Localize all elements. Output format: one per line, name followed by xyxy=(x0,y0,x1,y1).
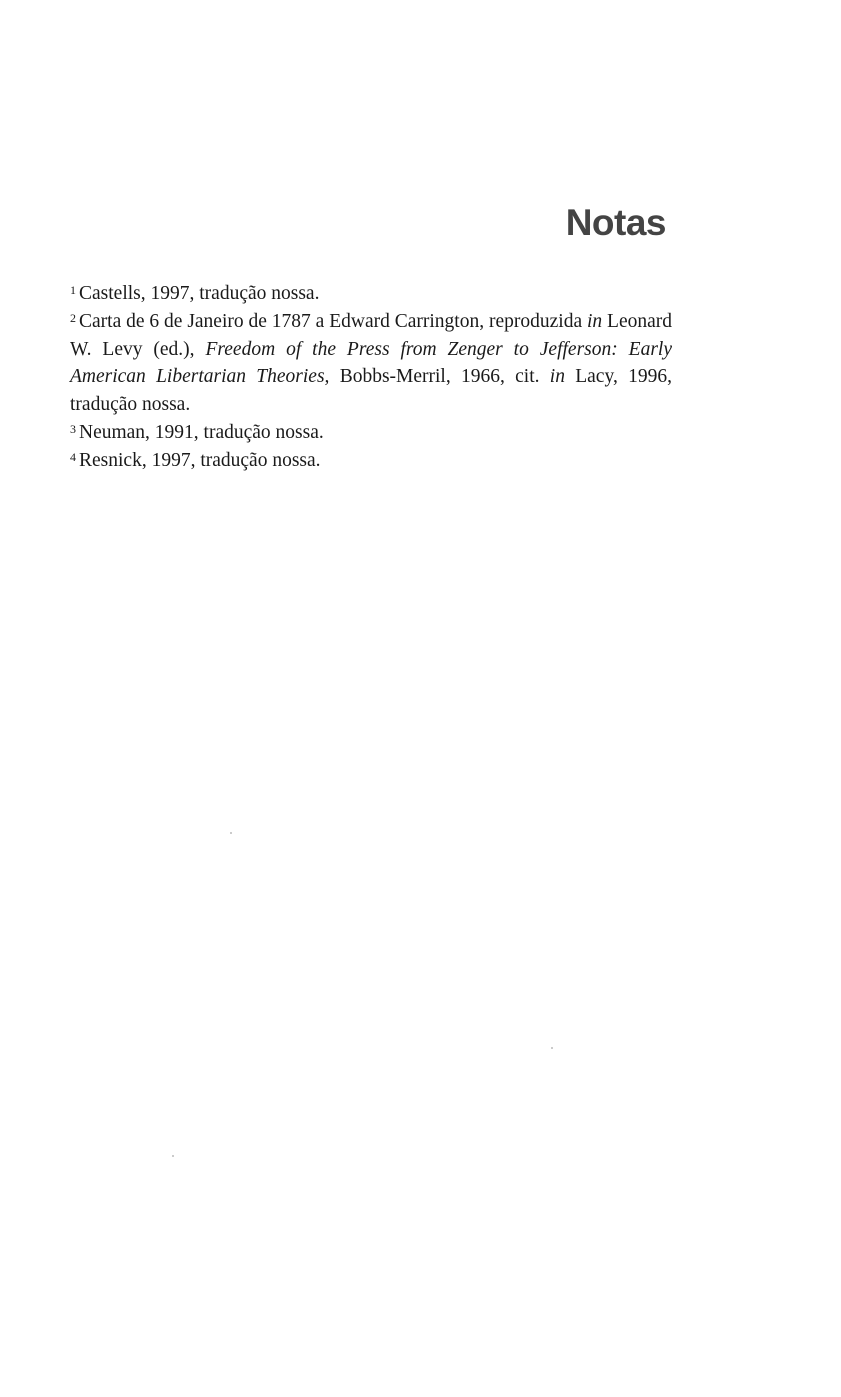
notes-list xyxy=(70,280,672,475)
note-text: Lacy, 1996, tradução nossa. xyxy=(70,366,672,416)
scan-speck xyxy=(172,1155,174,1157)
scan-speck xyxy=(230,832,232,834)
note-3 xyxy=(70,419,672,447)
note-text-italic: in xyxy=(586,310,603,332)
note-number: 4 xyxy=(70,449,76,464)
note-text: Leonard W. Levy (ed.), xyxy=(70,310,673,360)
book-title: Freedom of the Press from Zenger to Jefferson: Early American Libertarian Theories, xyxy=(70,338,672,388)
note-2 xyxy=(70,308,672,419)
note-number: 2 xyxy=(70,310,76,325)
note-4 xyxy=(70,447,672,475)
note-number: 3 xyxy=(70,421,76,436)
note-text: Neuman, 1991, tradução nossa. xyxy=(79,421,324,443)
page-heading: Notas xyxy=(565,202,666,243)
note-text: Bobbs-Merril, 1966, cit. xyxy=(329,366,550,388)
note-text: Castells, 1997, tradução nossa. xyxy=(79,283,320,304)
note-number: 1 xyxy=(70,283,76,297)
note-text: Carta de 6 de Janeiro de 1787 a Edward Carrington, reproduzida xyxy=(79,310,587,332)
scan-speck xyxy=(551,1047,553,1049)
note-1 xyxy=(70,280,672,308)
note-text-italic: in xyxy=(549,366,565,388)
note-text: Resnick, 1997, tradução nossa. xyxy=(79,449,321,471)
